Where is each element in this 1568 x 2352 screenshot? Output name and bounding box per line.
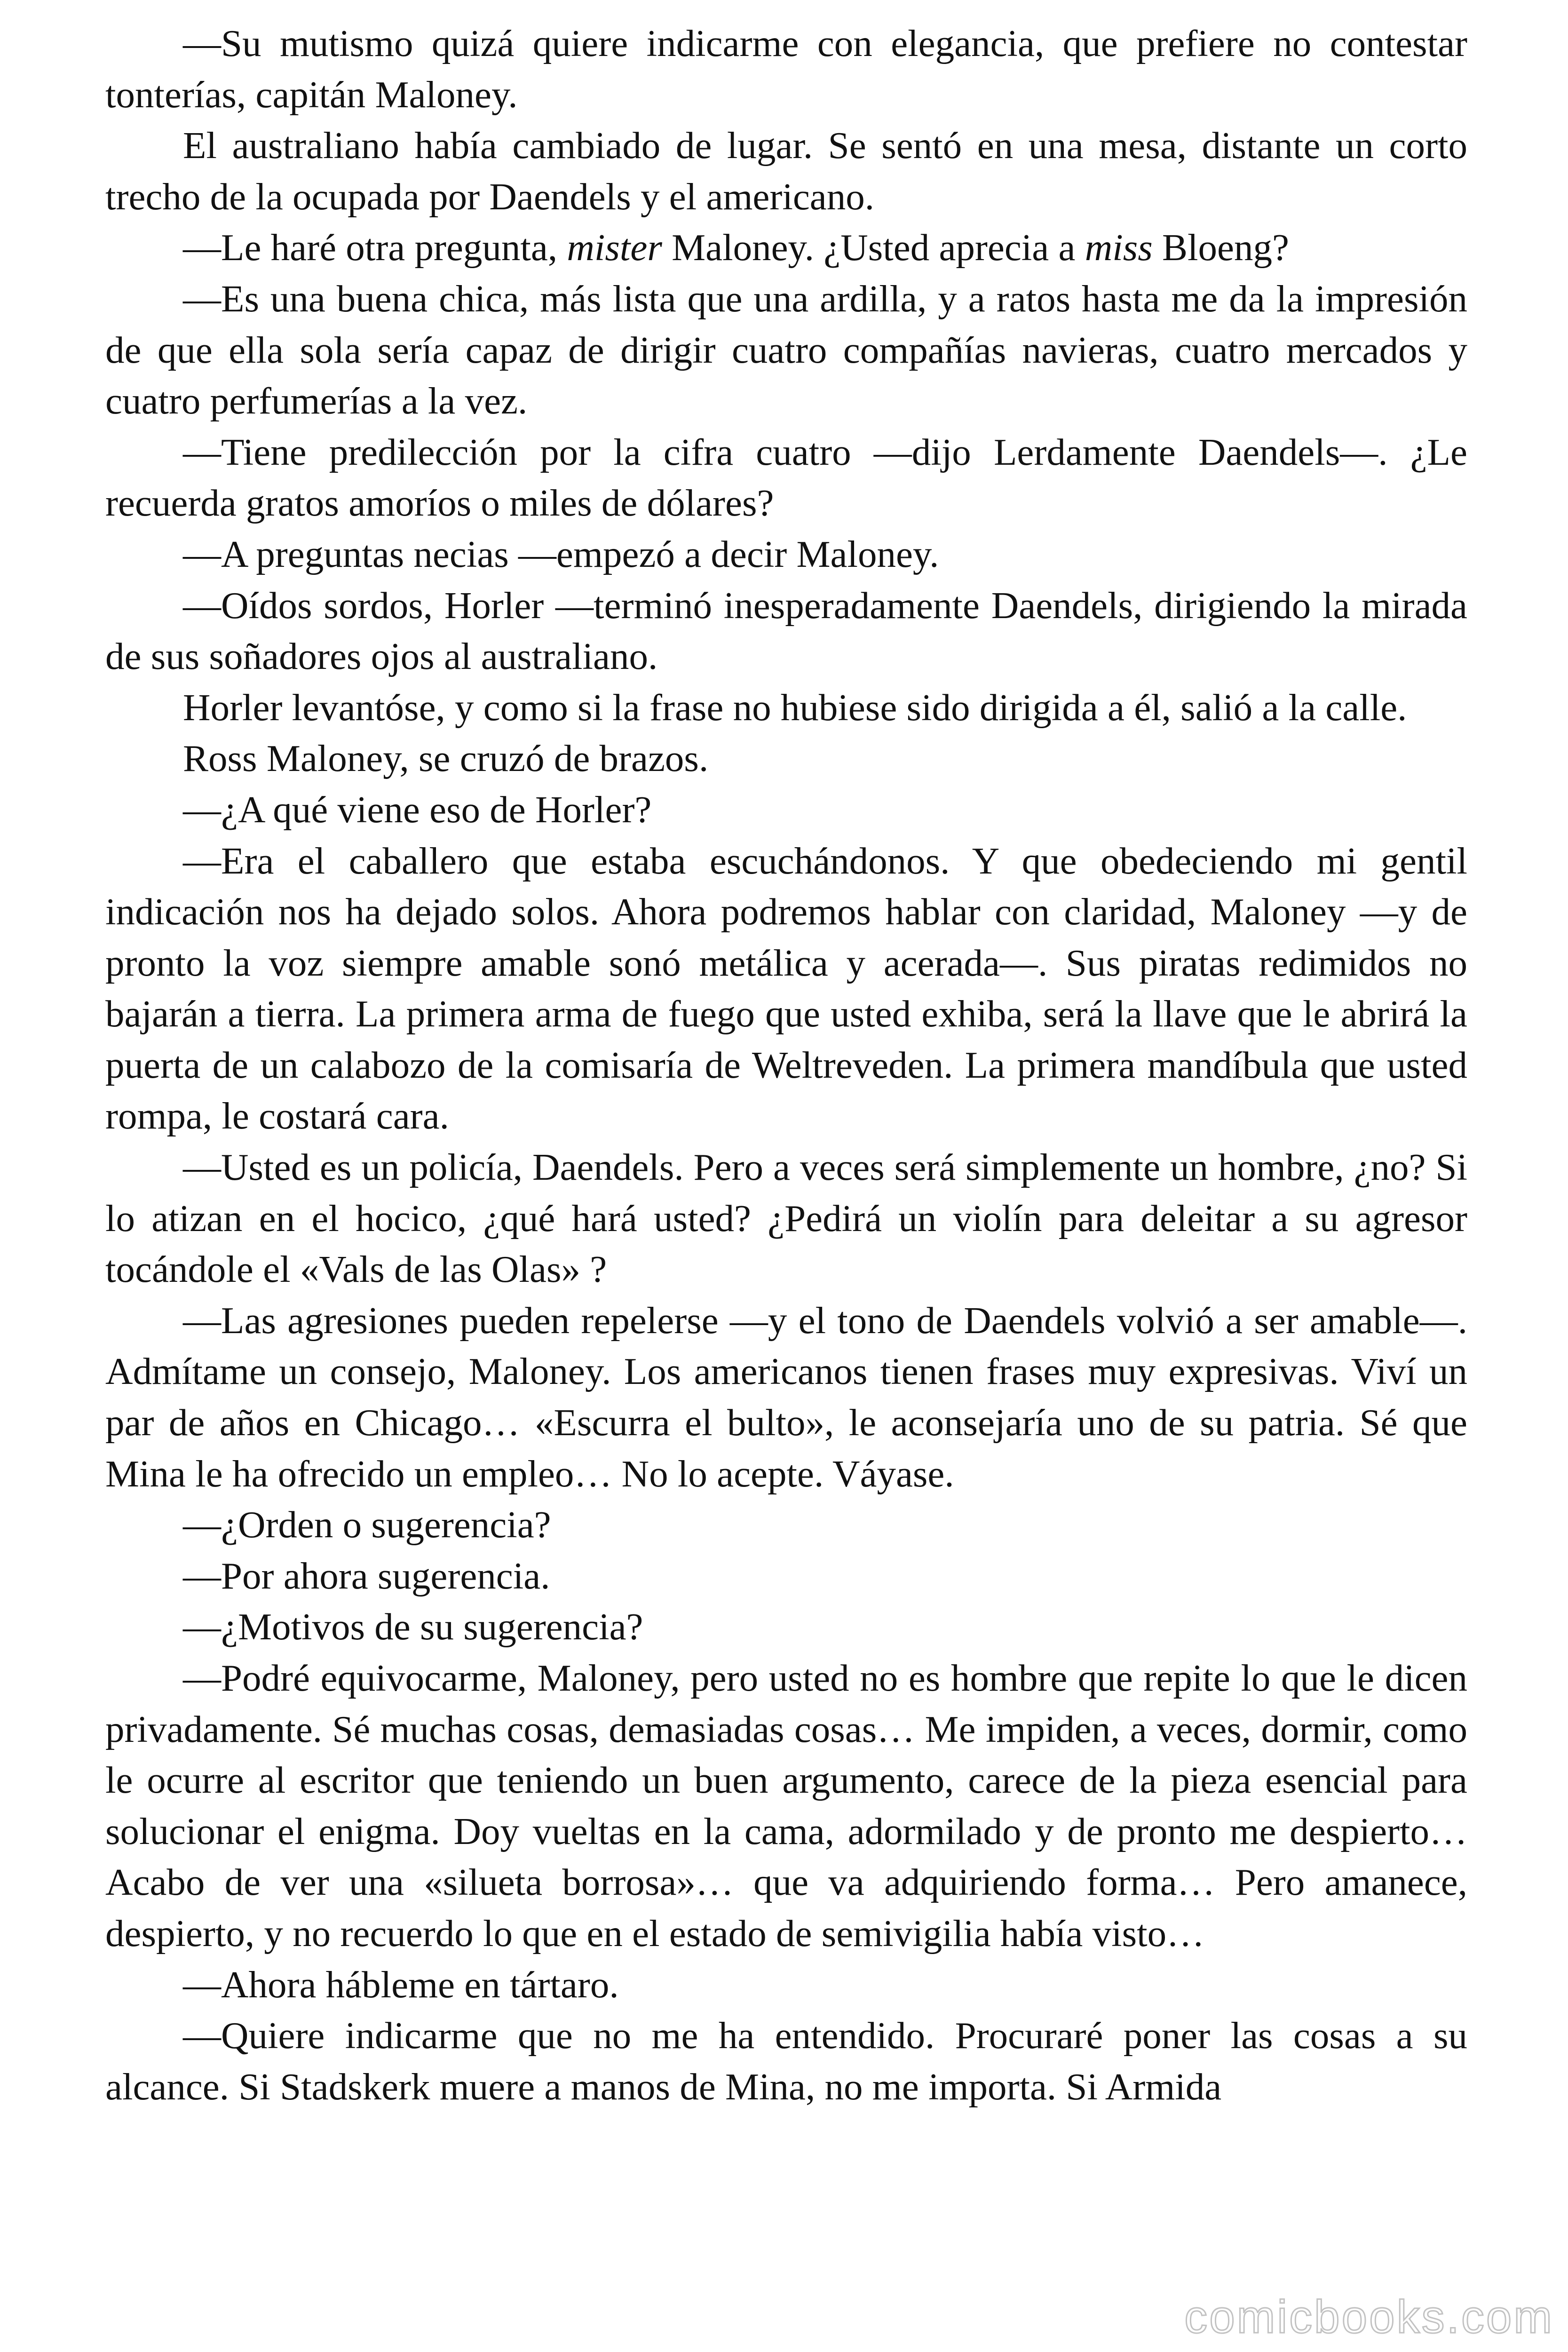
paragraph: —A preguntas necias —empezó a decir Maloney. — [183, 532, 939, 575]
paragraph: —¿Orden o sugerencia? — [183, 1503, 551, 1546]
paragraph: —Es una buena chica, más lista que una ardilla, y a ratos hasta me da la impresión de que ella sola sería capaz de dirigir cuatro compañías navieras, cuatro mercados y cuatro perfumerías a la vez. — [105, 277, 1467, 422]
paragraph: —Era el caballero que estaba escuchándonos. Y que obedeciendo mi gentil indicación nos ha dejado solos. Ahora podremos hablar con claridad, Maloney —y de pronto la voz siempre amable sonó metálica y acerada—. Sus piratas redimidos no bajarán a tierra. La primera arma de fuego que usted exhiba, será la llave que le abrirá la puerta de un calabozo de la comisaría de Weltreveden. La primera mandíbula que usted rompa, le costará cara. — [105, 839, 1467, 1137]
paragraph: Horler levantóse, y como si la frase no hubiese sido dirigida a él, salió a la calle. — [183, 686, 1407, 729]
paragraph: —¿Motivos de su sugerencia? — [183, 1605, 643, 1648]
paragraph: —Podré equivocarme, Maloney, pero usted no es hombre que repite lo que le dicen privadamente. Sé muchas cosas, demasiadas cosas… Me impiden, a veces, dormir, como le ocurre al escritor que teniendo un buen argumento, carece de la pieza esencial para solucionar el enigma. Doy vueltas en la cama, adormilado y de pronto me despierto… Acabo de ver una «silueta borrosa»… que va adquiriendo forma… Pero amanece, despierto, y no recuerdo lo que en el estado de semivigilia había visto… — [105, 1657, 1467, 1955]
paragraph: —Las agresiones pueden repelerse —y el tono de Daendels volvió a ser amable—. Admítame un consejo, Maloney. Los americanos tienen frases muy expresivas. Viví un par de años en Chicago… «Escurra el bulto», le aconsejaría uno de su patria. Sé que Mina le ha ofrecido un empleo… No lo acepte. Váyase. — [105, 1299, 1467, 1495]
page-body — [105, 18, 1467, 2112]
paragraph: —Por ahora sugerencia. — [183, 1554, 550, 1597]
paragraph: —Quiere indicarme que no me ha entendido. Procuraré poner las cosas a su alcance. Si Stadskerk muere a manos de Mina, no me importa. Si Armida — [105, 2014, 1467, 2108]
paragraph: —Usted es un policía, Daendels. Pero a veces será simplemente un hombre, ¿no? Si lo atizan en el hocico, ¿qué hará usted? ¿Pedirá un violín para deleitar a su agresor tocándole el «Vals de las Olas» ? — [105, 1146, 1467, 1291]
paragraph: Ross Maloney, se cruzó de brazos. — [183, 737, 709, 780]
watermark-logo: comicbooks.com — [1184, 2291, 1554, 2343]
paragraph: —Oídos sordos, Horler —terminó inesperadamente Daendels, dirigiendo la mirada de sus soñadores ojos al australiano. — [105, 584, 1467, 678]
paragraph: El australiano había cambiado de lugar. Se sentó en una mesa, distante un corto trecho de la ocupada por Daendels y el americano. — [105, 124, 1467, 218]
paragraph: —Le haré otra pregunta, mister Maloney. ¿Usted aprecia a miss Bloeng? — [183, 226, 1289, 269]
paragraph: —Ahora hábleme en tártaro. — [183, 1963, 619, 2006]
paragraph: —Su mutismo quizá quiere indicarme con elegancia, que prefiere no contestar tonterías, capitán Maloney. — [105, 22, 1467, 116]
paragraph: —¿A qué viene eso de Horler? — [183, 788, 652, 831]
paragraph: —Tiene predilección por la cifra cuatro —dijo Lerdamente Daendels—. ¿Le recuerda gratos amoríos o miles de dólares? — [105, 430, 1467, 524]
